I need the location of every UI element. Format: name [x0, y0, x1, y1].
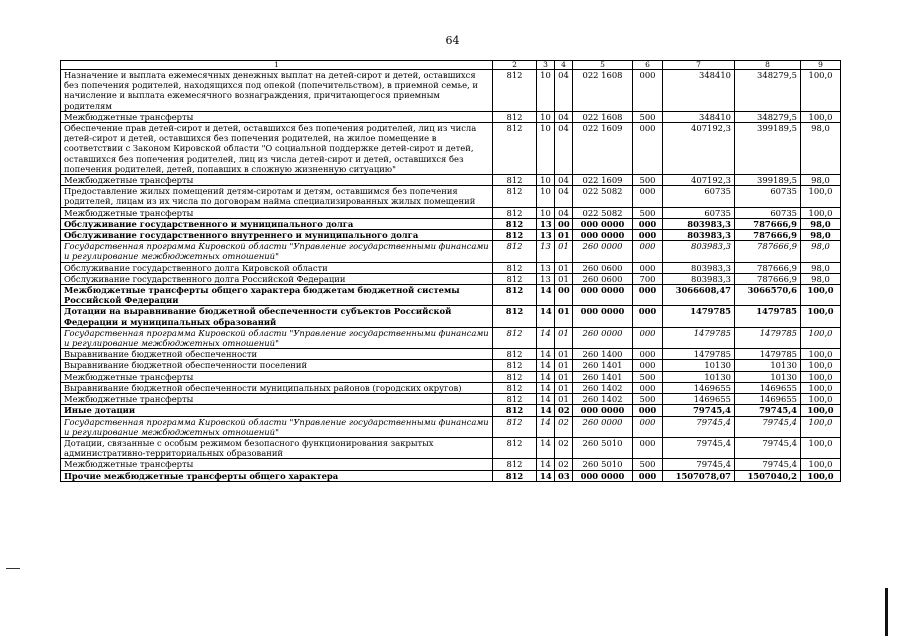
- section-code: 10: [537, 70, 555, 112]
- subsection-code: 01: [555, 327, 573, 348]
- target-article-code: 000 0000: [573, 306, 633, 327]
- row-description: Выравнивание бюджетной обеспеченности поселений: [61, 360, 493, 371]
- table-row: [61, 123, 841, 175]
- section-code: 14: [537, 459, 555, 470]
- section-code: 14: [537, 437, 555, 458]
- executed-amount: 399189,5: [735, 123, 801, 175]
- expense-type-code: 000: [633, 360, 663, 371]
- section-code: 14: [537, 327, 555, 348]
- ministry-code: 812: [493, 394, 537, 405]
- subsection-code: 04: [555, 123, 573, 175]
- target-article-code: 022 1609: [573, 175, 633, 186]
- table-body: [61, 70, 841, 482]
- planned-amount: 1469655: [663, 382, 735, 393]
- planned-amount: 803983,3: [663, 218, 735, 229]
- expense-type-code: 500: [633, 207, 663, 218]
- section-code: 10: [537, 207, 555, 218]
- ministry-code: 812: [493, 186, 537, 207]
- planned-amount: 79745,4: [663, 437, 735, 458]
- table-row: [61, 111, 841, 122]
- section-code: 13: [537, 262, 555, 273]
- subsection-code: 01: [555, 306, 573, 327]
- execution-percent: 98,0: [801, 123, 841, 175]
- expense-type-code: 000: [633, 349, 663, 360]
- row-description: Иные дотации: [61, 405, 493, 416]
- table-row: [61, 470, 841, 481]
- execution-percent: 100,0: [801, 437, 841, 458]
- planned-amount: 1479785: [663, 327, 735, 348]
- expense-type-code: 000: [633, 186, 663, 207]
- executed-amount: 787666,9: [735, 273, 801, 284]
- expense-type-code: 000: [633, 70, 663, 112]
- expense-type-code: 000: [633, 123, 663, 175]
- expense-type-code: 000: [633, 218, 663, 229]
- target-article-code: 260 1400: [573, 349, 633, 360]
- subsection-code: 04: [555, 70, 573, 112]
- ministry-code: 812: [493, 241, 537, 262]
- expense-type-code: 000: [633, 382, 663, 393]
- planned-amount: 803983,3: [663, 262, 735, 273]
- row-description: Межбюджетные трансферты: [61, 459, 493, 470]
- execution-percent: 100,0: [801, 186, 841, 207]
- ministry-code: 812: [493, 70, 537, 112]
- row-description: Межбюджетные трансферты: [61, 394, 493, 405]
- table-row: [61, 459, 841, 470]
- subsection-code: 04: [555, 111, 573, 122]
- table-row: [61, 262, 841, 273]
- executed-amount: 10130: [735, 360, 801, 371]
- row-description: Государственная программа Кировской области "Управление государственными финансами и регулирование межбюджетных отношений": [61, 241, 493, 262]
- target-article-code: 260 0000: [573, 416, 633, 437]
- row-description: Государственная программа Кировской области "Управление государственными финансами и регулирование межбюджетных отношений": [61, 416, 493, 437]
- row-description: Обслуживание государственного долга Кировской области: [61, 262, 493, 273]
- target-article-code: 260 1401: [573, 371, 633, 382]
- executed-amount: 10130: [735, 371, 801, 382]
- ministry-code: 812: [493, 371, 537, 382]
- ministry-code: 812: [493, 306, 537, 327]
- target-article-code: 260 0600: [573, 262, 633, 273]
- row-description: Государственная программа Кировской области "Управление государственными финансами и регулирование межбюджетных отношений": [61, 327, 493, 348]
- executed-amount: 1479785: [735, 349, 801, 360]
- section-code: 10: [537, 175, 555, 186]
- execution-percent: 100,0: [801, 70, 841, 112]
- execution-percent: 100,0: [801, 405, 841, 416]
- execution-percent: 100,0: [801, 459, 841, 470]
- executed-amount: 3066570,6: [735, 285, 801, 306]
- column-header: 9: [801, 61, 841, 70]
- table-row: [61, 175, 841, 186]
- table-row: [61, 349, 841, 360]
- ministry-code: 812: [493, 218, 537, 229]
- planned-amount: 1469655: [663, 394, 735, 405]
- row-description: Обслуживание государственного долга Российской Федерации: [61, 273, 493, 284]
- executed-amount: 1469655: [735, 382, 801, 393]
- subsection-code: 01: [555, 273, 573, 284]
- section-code: 14: [537, 405, 555, 416]
- subsection-code: 02: [555, 437, 573, 458]
- expense-type-code: 000: [633, 470, 663, 481]
- subsection-code: 01: [555, 349, 573, 360]
- expense-type-code: 000: [633, 230, 663, 241]
- planned-amount: 79745,4: [663, 459, 735, 470]
- table-row: [61, 405, 841, 416]
- planned-amount: 1507078,07: [663, 470, 735, 481]
- row-description: Обслуживание государственного и муниципального долга: [61, 218, 493, 229]
- section-code: 14: [537, 470, 555, 481]
- row-description: Межбюджетные трансферты: [61, 371, 493, 382]
- expense-type-code: 000: [633, 405, 663, 416]
- row-description: Выравнивание бюджетной обеспеченности: [61, 349, 493, 360]
- ministry-code: 812: [493, 416, 537, 437]
- executed-amount: 787666,9: [735, 262, 801, 273]
- execution-percent: 98,0: [801, 218, 841, 229]
- execution-percent: 98,0: [801, 230, 841, 241]
- executed-amount: 79745,4: [735, 416, 801, 437]
- subsection-code: 01: [555, 382, 573, 393]
- subsection-code: 02: [555, 416, 573, 437]
- ministry-code: 812: [493, 405, 537, 416]
- executed-amount: 1479785: [735, 306, 801, 327]
- subsection-code: 04: [555, 175, 573, 186]
- subsection-code: 04: [555, 207, 573, 218]
- expense-type-code: 000: [633, 285, 663, 306]
- ministry-code: 812: [493, 360, 537, 371]
- expense-type-code: 000: [633, 437, 663, 458]
- expense-type-code: 500: [633, 371, 663, 382]
- execution-percent: 100,0: [801, 349, 841, 360]
- table-row: [61, 285, 841, 306]
- subsection-code: 02: [555, 459, 573, 470]
- ministry-code: 812: [493, 273, 537, 284]
- expense-type-code: 000: [633, 262, 663, 273]
- target-article-code: 000 0000: [573, 218, 633, 229]
- planned-amount: 79745,4: [663, 405, 735, 416]
- table-row: [61, 273, 841, 284]
- planned-amount: 803983,3: [663, 241, 735, 262]
- target-article-code: 022 5082: [573, 186, 633, 207]
- row-description: Дотации на выравнивание бюджетной обеспеченности субъектов Российской Федерации и муниципальных образований: [61, 306, 493, 327]
- section-code: 13: [537, 273, 555, 284]
- column-header: 3: [537, 61, 555, 70]
- execution-percent: 98,0: [801, 175, 841, 186]
- target-article-code: 260 0000: [573, 241, 633, 262]
- section-code: 14: [537, 306, 555, 327]
- subsection-code: 01: [555, 241, 573, 262]
- subsection-code: 03: [555, 470, 573, 481]
- ministry-code: 812: [493, 262, 537, 273]
- section-code: 14: [537, 382, 555, 393]
- target-article-code: 022 5082: [573, 207, 633, 218]
- table-row: [61, 327, 841, 348]
- section-code: 13: [537, 218, 555, 229]
- target-article-code: 000 0000: [573, 470, 633, 481]
- column-header: 6: [633, 61, 663, 70]
- planned-amount: 60735: [663, 207, 735, 218]
- executed-amount: 348279,5: [735, 70, 801, 112]
- budget-table: [60, 60, 841, 482]
- execution-percent: 100,0: [801, 327, 841, 348]
- target-article-code: 260 1402: [573, 382, 633, 393]
- executed-amount: 60735: [735, 207, 801, 218]
- row-description: Выравнивание бюджетной обеспеченности муниципальных районов (городских округов): [61, 382, 493, 393]
- subsection-code: 01: [555, 394, 573, 405]
- table-row: [61, 416, 841, 437]
- table-row: [61, 230, 841, 241]
- executed-amount: 399189,5: [735, 175, 801, 186]
- expense-type-code: 000: [633, 241, 663, 262]
- column-header: 5: [573, 61, 633, 70]
- row-description: Предоставление жилых помещений детям-сиротам и детям, оставшимся без попечения родителей, лицам из их числа по договорам найма специализированных жилых помещений: [61, 186, 493, 207]
- execution-percent: 100,0: [801, 382, 841, 393]
- execution-percent: 100,0: [801, 207, 841, 218]
- expense-type-code: 500: [633, 459, 663, 470]
- ministry-code: 812: [493, 327, 537, 348]
- subsection-code: 01: [555, 262, 573, 273]
- section-code: 13: [537, 230, 555, 241]
- execution-percent: 100,0: [801, 285, 841, 306]
- column-header: 7: [663, 61, 735, 70]
- table-row: [61, 382, 841, 393]
- planned-amount: 1479785: [663, 306, 735, 327]
- table-row: [61, 371, 841, 382]
- expense-type-code: 500: [633, 394, 663, 405]
- row-description: Прочие межбюджетные трансферты общего характера: [61, 470, 493, 481]
- ministry-code: 812: [493, 470, 537, 481]
- planned-amount: 803983,3: [663, 230, 735, 241]
- executed-amount: 1507040,2: [735, 470, 801, 481]
- row-description: Межбюджетные трансферты: [61, 207, 493, 218]
- target-article-code: 022 1609: [573, 123, 633, 175]
- planned-amount: 60735: [663, 186, 735, 207]
- subsection-code: 01: [555, 371, 573, 382]
- target-article-code: 260 5010: [573, 459, 633, 470]
- row-description: Межбюджетные трансферты: [61, 175, 493, 186]
- table-row: [61, 306, 841, 327]
- table-row: [61, 437, 841, 458]
- execution-percent: 100,0: [801, 111, 841, 122]
- section-code: 10: [537, 123, 555, 175]
- executed-amount: 787666,9: [735, 241, 801, 262]
- execution-percent: 100,0: [801, 416, 841, 437]
- column-header: 1: [61, 61, 493, 70]
- table-row: [61, 186, 841, 207]
- ministry-code: 812: [493, 207, 537, 218]
- target-article-code: 022 1608: [573, 70, 633, 112]
- executed-amount: 787666,9: [735, 230, 801, 241]
- subsection-code: 01: [555, 230, 573, 241]
- planned-amount: 1479785: [663, 349, 735, 360]
- execution-percent: 98,0: [801, 241, 841, 262]
- subsection-code: 00: [555, 218, 573, 229]
- target-article-code: 260 5010: [573, 437, 633, 458]
- subsection-code: 02: [555, 405, 573, 416]
- executed-amount: 79745,4: [735, 459, 801, 470]
- ministry-code: 812: [493, 285, 537, 306]
- ministry-code: 812: [493, 459, 537, 470]
- subsection-code: 00: [555, 285, 573, 306]
- ministry-code: 812: [493, 230, 537, 241]
- execution-percent: 100,0: [801, 371, 841, 382]
- executed-amount: 787666,9: [735, 218, 801, 229]
- column-header: 8: [735, 61, 801, 70]
- target-article-code: 260 0600: [573, 273, 633, 284]
- ministry-code: 812: [493, 349, 537, 360]
- table-row: [61, 360, 841, 371]
- table-row: [61, 394, 841, 405]
- table-row: [61, 207, 841, 218]
- ministry-code: 812: [493, 382, 537, 393]
- planned-amount: 3066608,47: [663, 285, 735, 306]
- execution-percent: 100,0: [801, 470, 841, 481]
- target-article-code: 000 0000: [573, 285, 633, 306]
- row-description: Назначение и выплата ежемесячных денежных выплат на детей-сирот и детей, оставшихся без попечения родителей, находящихся под опекой (попечительством), в приемной семье, и начисление и выплата ежемесячного вознаграждения, причитающегося приемным родителям: [61, 70, 493, 112]
- expense-type-code: 000: [633, 327, 663, 348]
- row-description: Обеспечение прав детей-сирот и детей, оставшихся без попечения родителей, лиц из числа детей-сирот и детей, оставшихся без попечения родителей, на жилое помещение в соответствии с Законом Кировской области "О социальной поддержке детей-сирот и детей, оставшихся без попечения родителей, лиц из числа детей-сирот и детей, оставшихся без попечения родителей, детей, попавших в сложную жизненную ситуацию": [61, 123, 493, 175]
- execution-percent: 100,0: [801, 394, 841, 405]
- target-article-code: 022 1608: [573, 111, 633, 122]
- execution-percent: 98,0: [801, 262, 841, 273]
- section-code: 14: [537, 349, 555, 360]
- expense-type-code: 500: [633, 111, 663, 122]
- column-number-row: [61, 61, 841, 70]
- ministry-code: 812: [493, 123, 537, 175]
- target-article-code: 000 0000: [573, 230, 633, 241]
- expense-type-code: 500: [633, 175, 663, 186]
- section-code: 14: [537, 371, 555, 382]
- planned-amount: 407192,3: [663, 123, 735, 175]
- table-row: [61, 218, 841, 229]
- section-code: 14: [537, 360, 555, 371]
- target-article-code: 260 1402: [573, 394, 633, 405]
- page-number: 64: [445, 34, 460, 47]
- table-row: [61, 70, 841, 112]
- planned-amount: 10130: [663, 371, 735, 382]
- column-header: 4: [555, 61, 573, 70]
- scan-mark: [885, 588, 888, 636]
- row-description: Дотации, связанные с особым режимом безопасного функционирования закрытых административно-территориальных образований: [61, 437, 493, 458]
- section-code: 13: [537, 241, 555, 262]
- planned-amount: 79745,4: [663, 416, 735, 437]
- planned-amount: 803983,3: [663, 273, 735, 284]
- planned-amount: 348410: [663, 111, 735, 122]
- ministry-code: 812: [493, 437, 537, 458]
- section-code: 14: [537, 394, 555, 405]
- column-header: 2: [493, 61, 537, 70]
- planned-amount: 10130: [663, 360, 735, 371]
- executed-amount: 60735: [735, 186, 801, 207]
- table-row: [61, 241, 841, 262]
- scan-mark: [6, 568, 20, 569]
- subsection-code: 04: [555, 186, 573, 207]
- section-code: 14: [537, 416, 555, 437]
- executed-amount: 79745,4: [735, 405, 801, 416]
- planned-amount: 407192,3: [663, 175, 735, 186]
- row-description: Обслуживание государственного внутреннего и муниципального долга: [61, 230, 493, 241]
- executed-amount: 79745,4: [735, 437, 801, 458]
- executed-amount: 348279,5: [735, 111, 801, 122]
- target-article-code: 000 0000: [573, 405, 633, 416]
- execution-percent: 100,0: [801, 306, 841, 327]
- subsection-code: 01: [555, 360, 573, 371]
- section-code: 10: [537, 186, 555, 207]
- target-article-code: 260 0000: [573, 327, 633, 348]
- ministry-code: 812: [493, 175, 537, 186]
- row-description: Межбюджетные трансферты общего характера бюджетам бюджетной системы Российской Федерации: [61, 285, 493, 306]
- ministry-code: 812: [493, 111, 537, 122]
- expense-type-code: 700: [633, 273, 663, 284]
- execution-percent: 100,0: [801, 360, 841, 371]
- executed-amount: 1479785: [735, 327, 801, 348]
- section-code: 14: [537, 285, 555, 306]
- planned-amount: 348410: [663, 70, 735, 112]
- expense-type-code: 000: [633, 416, 663, 437]
- execution-percent: 98,0: [801, 273, 841, 284]
- target-article-code: 260 1401: [573, 360, 633, 371]
- row-description: Межбюджетные трансферты: [61, 111, 493, 122]
- section-code: 10: [537, 111, 555, 122]
- expense-type-code: 000: [633, 306, 663, 327]
- executed-amount: 1469655: [735, 394, 801, 405]
